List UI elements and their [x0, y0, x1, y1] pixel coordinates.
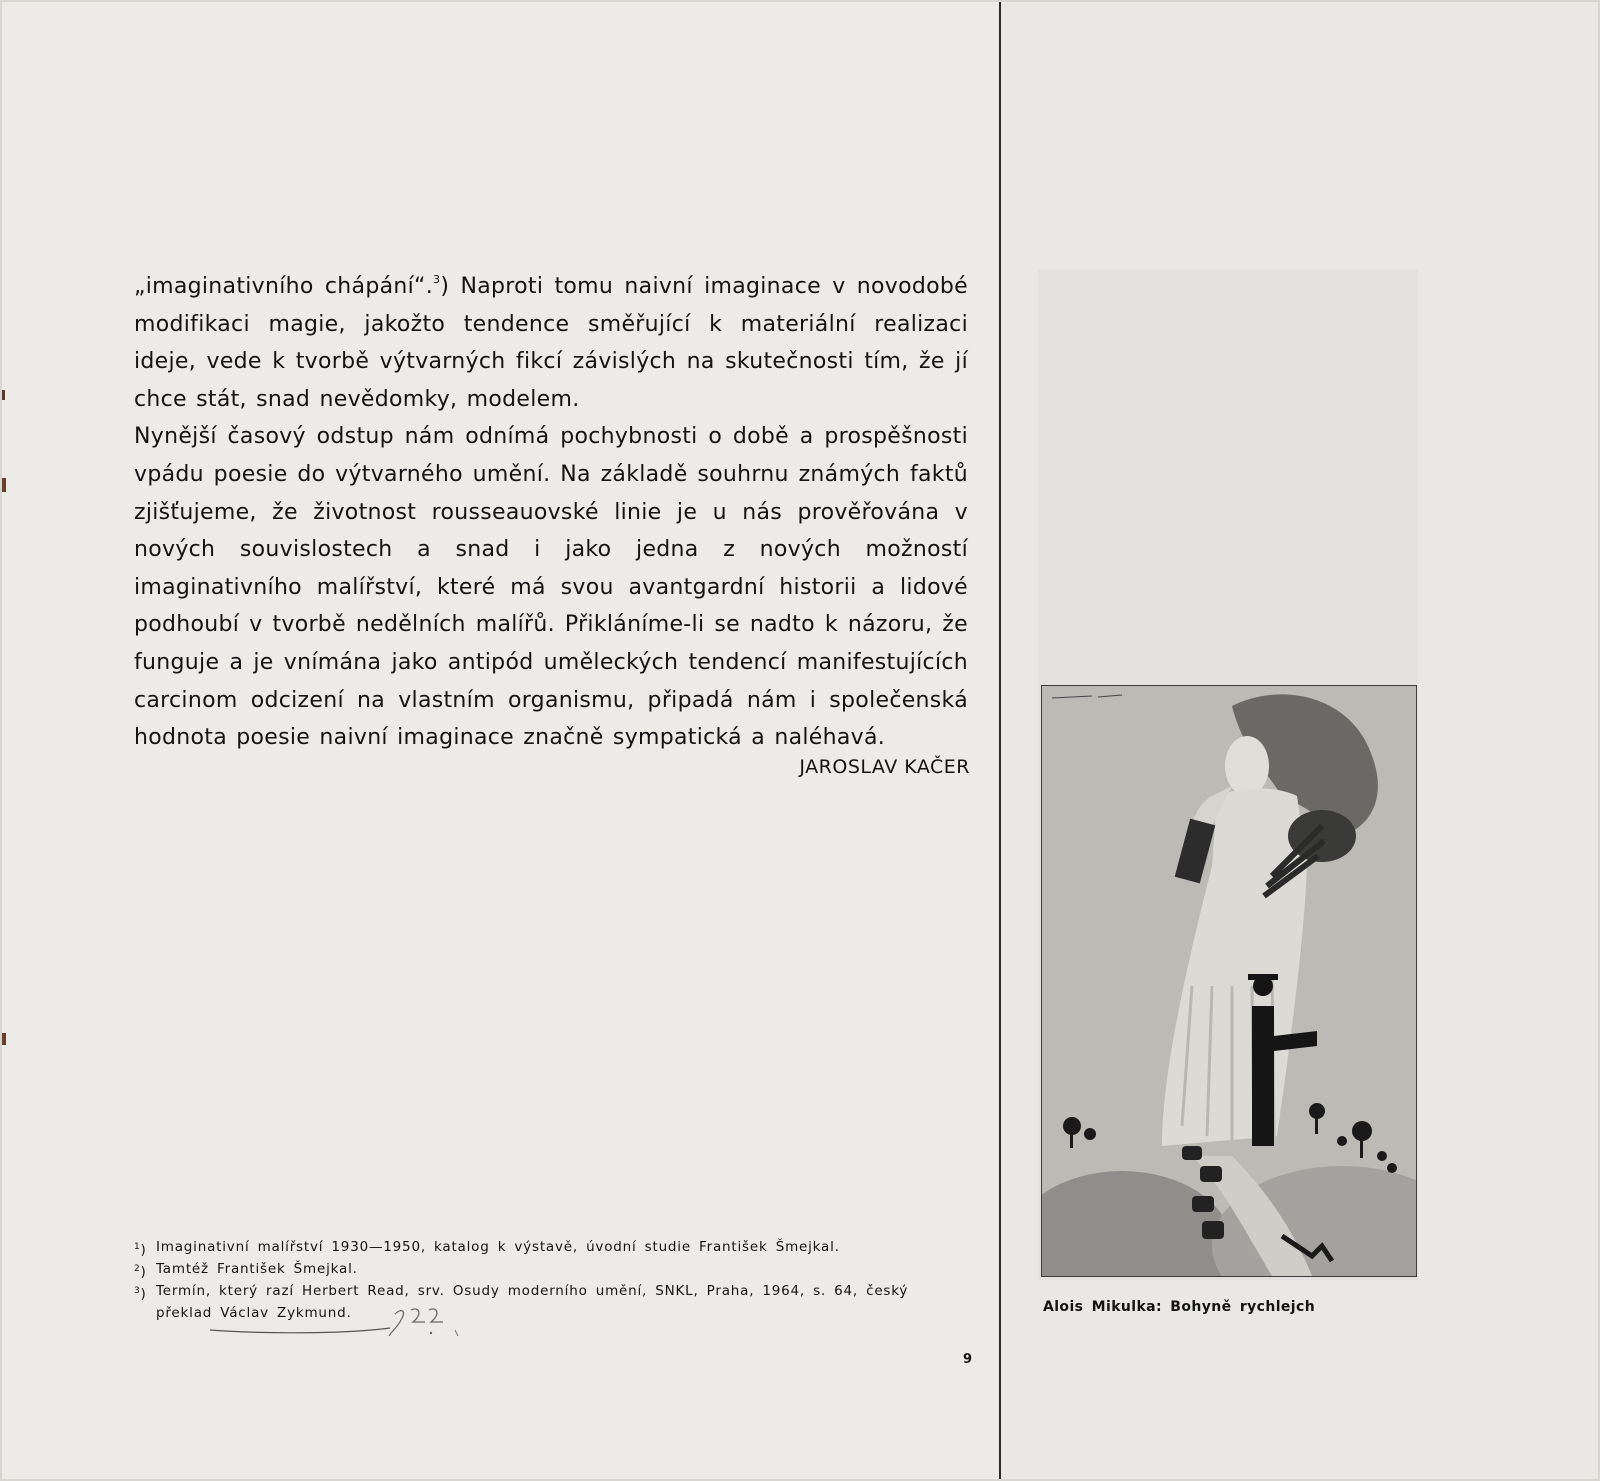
- page-gutter: [999, 0, 1001, 1481]
- author-signature: JAROSLAV KAČER: [799, 756, 970, 778]
- figure-caption: Alois Mikulka: Bohyně rychlejch: [1043, 1299, 1316, 1315]
- footnote-paren: ): [140, 1286, 147, 1302]
- handwritten-annotation: [205, 1300, 475, 1340]
- paragraph-1: [134, 268, 968, 418]
- paragraph-2: Nynější časový odstup nám odnímá pochybnosti o době a prospěšnosti vpádu poesie do výtvarného umění. Na základě souhrnu známých faktů zjišťujeme, že životnost rousseauovské linie je u nás prověřována v nových souvislostech a snad i jako jedna z nových možností imaginativního malířství, které má svou avantgardní historii a lidové podhoubí v tvorbě nedělních malířů. Přikláníme-li se nadto k názoru, že funguje a je vnímána jako antipód uměleckých tendencí manifestujících carcinom odcizení na vlastním organismu, připadá nám i společenská hodnota poesie naivní imaginace značně sympatická a naléhavá.: [134, 424, 968, 751]
- footnote-paren: ): [140, 1242, 147, 1258]
- binding-marks: [0, 0, 20, 1481]
- footnote-number: 3: [134, 1286, 141, 1296]
- footnote-reference: 3: [433, 273, 441, 286]
- footnote-marker: [134, 1280, 147, 1305]
- footnote-number: 2: [134, 1264, 141, 1274]
- footnote-number: 1: [134, 1242, 141, 1252]
- footnote-text: Imaginativní malířství 1930—1950, katalog k výstavě, úvodní studie František Šmejkal.: [156, 1239, 840, 1255]
- footnote-text: Tamtéž František Šmejkal.: [156, 1261, 358, 1277]
- paragraph-1-start: „imaginativního chápání“.: [134, 274, 434, 299]
- article-body: [134, 268, 968, 757]
- paragraph-1-rest: ) Naproti tomu naivní imaginace v novodobé modifikaci magie, jakožto tendence směřující k materiální realizaci ideje, vede k tvorbě výtvarných fikcí závislých na skutečnosti tím, že jí chce stát, snad nevědomky, modelem.: [134, 274, 968, 412]
- footnote-paren: ): [140, 1264, 147, 1280]
- footnote-1: [134, 1236, 914, 1258]
- goddess-illustration: [1042, 686, 1416, 1276]
- footnote-2: [134, 1258, 914, 1280]
- page-number: 9: [963, 1352, 973, 1367]
- footnote-text: Termín, který razí Herbert Read, srv. Osudy moderního umění, SNKL, Praha, 1964, s. 64, český překlad Václav Zykmund.: [156, 1283, 909, 1321]
- artwork-reproduction: [1041, 685, 1417, 1277]
